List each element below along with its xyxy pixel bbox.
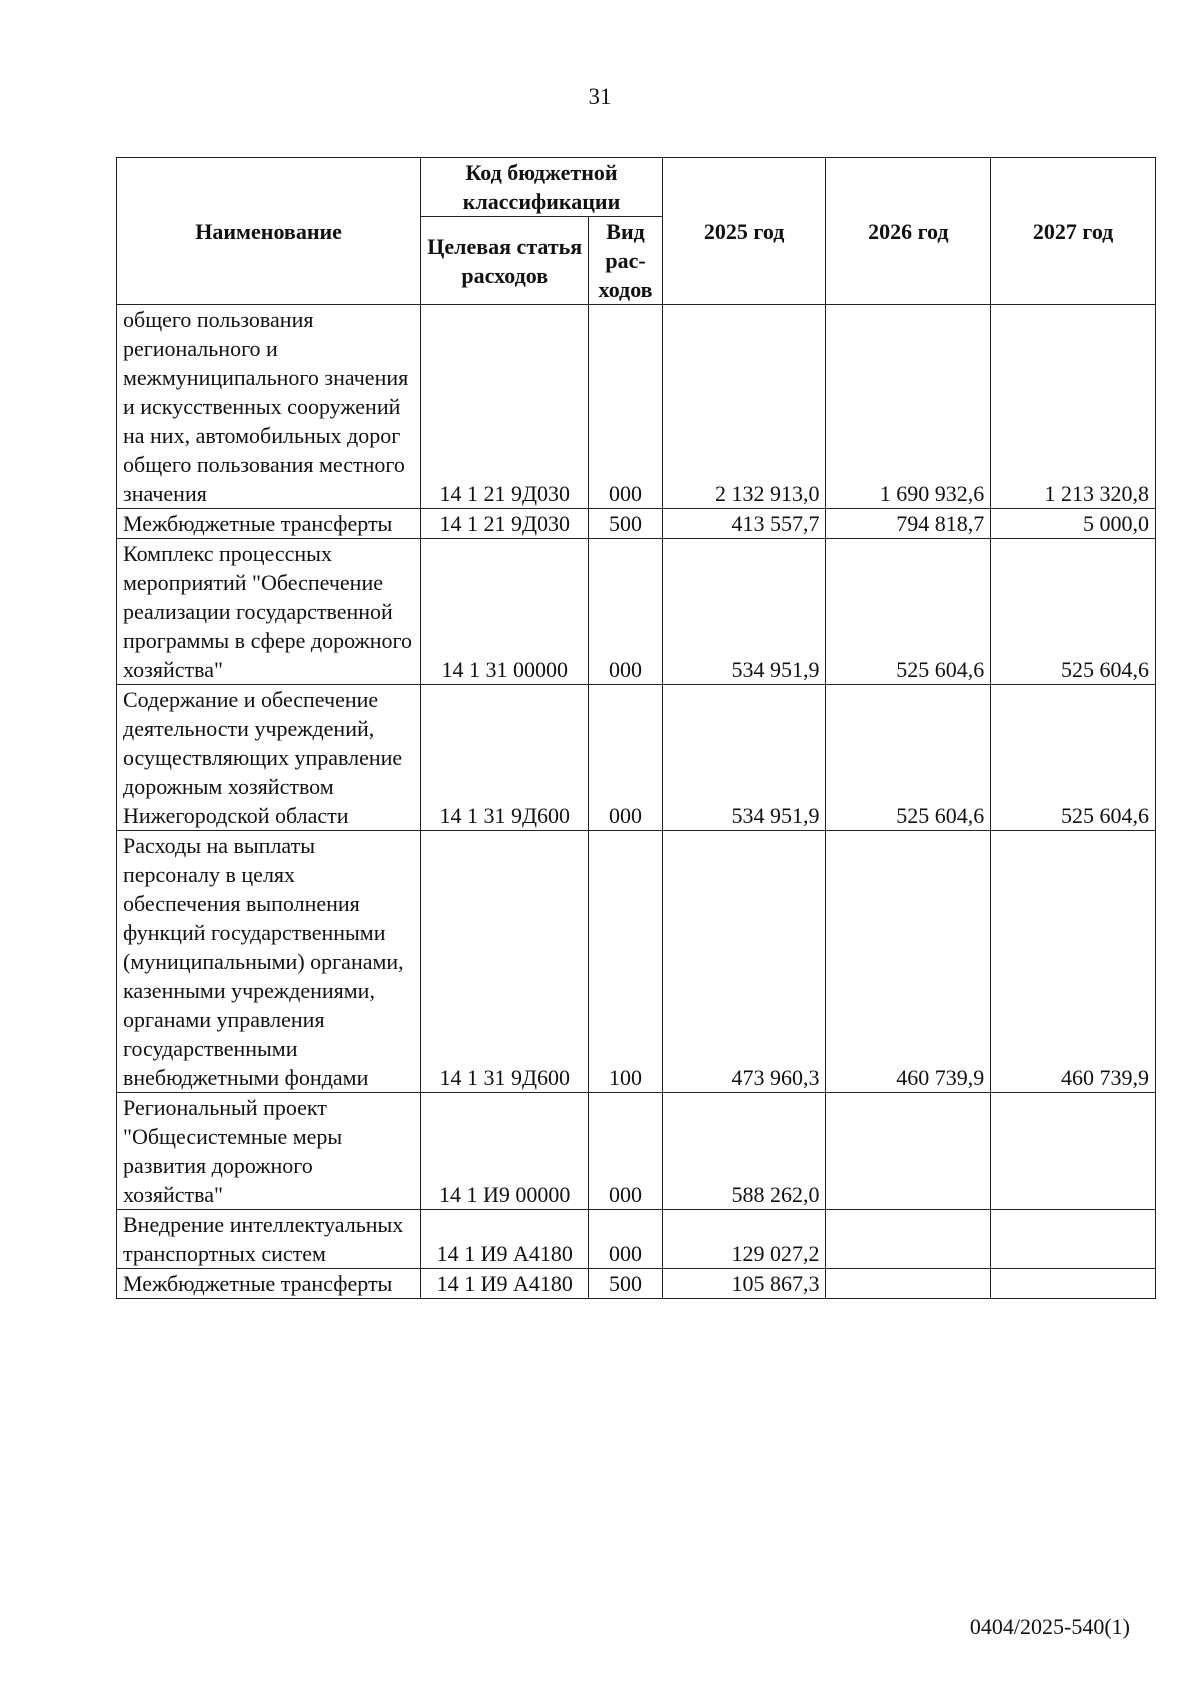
row-2026-cell: 525 604,6 — [826, 685, 991, 831]
row-type-cell: 000 — [589, 305, 663, 509]
row-2026-cell: 1 690 932,6 — [826, 305, 991, 509]
budget-table — [116, 157, 1156, 1299]
row-code-cell: 14 1 31 9Д600 — [421, 685, 589, 831]
row-2026-cell — [826, 1210, 991, 1269]
table-row — [117, 1210, 1156, 1269]
row-name-cell: общего пользования регионального и межмуниципального значения и искусственных сооружений на них, автомобильных дорог общего пользования местного значения — [117, 305, 421, 509]
row-name-cell: Региональный проект "Общесистемные меры развития дорожного хозяйства" — [117, 1093, 421, 1210]
header-name: Наименование — [117, 158, 421, 305]
table-row — [117, 1093, 1156, 1210]
document-code: 0404/2025-540(1) — [969, 1614, 1130, 1639]
row-type-cell: 000 — [589, 1093, 663, 1210]
table-header — [117, 158, 1156, 305]
row-2025-cell: 588 262,0 — [662, 1093, 826, 1210]
row-type-cell: 000 — [589, 685, 663, 831]
row-2027-cell — [991, 1093, 1156, 1210]
row-2026-cell — [826, 1269, 991, 1299]
row-2025-cell: 2 132 913,0 — [662, 305, 826, 509]
row-code-cell: 14 1 21 9Д030 — [421, 509, 589, 539]
row-name-cell: Межбюджетные трансферты — [117, 509, 421, 539]
row-2027-cell: 525 604,6 — [991, 685, 1156, 831]
row-2025-cell: 534 951,9 — [662, 539, 826, 685]
row-code-cell: 14 1 И9 А4180 — [421, 1210, 589, 1269]
row-code-cell: 14 1 И9 А4180 — [421, 1269, 589, 1299]
row-2027-cell — [991, 1210, 1156, 1269]
row-2026-cell: 794 818,7 — [826, 509, 991, 539]
row-2025-cell: 129 027,2 — [662, 1210, 826, 1269]
table-row — [117, 1269, 1156, 1299]
table-row — [117, 305, 1156, 509]
row-name-cell: Комплекс процессных мероприятий "Обеспечение реализации государственной программы в сфере дорожного хозяйства" — [117, 539, 421, 685]
row-2027-cell — [991, 1269, 1156, 1299]
row-type-cell: 500 — [589, 1269, 663, 1299]
header-2026: 2026 год — [826, 158, 991, 305]
header-code-group: Код бюджетной классификации — [421, 158, 663, 217]
table-body — [117, 305, 1156, 1299]
row-code-cell: 14 1 21 9Д030 — [421, 305, 589, 509]
row-code-cell: 14 1 31 00000 — [421, 539, 589, 685]
row-type-cell: 500 — [589, 509, 663, 539]
row-type-cell: 100 — [589, 831, 663, 1093]
page-number: 31 — [588, 84, 612, 109]
header-expense-type: Вид рас-ходов — [589, 217, 663, 305]
row-name-cell: Расходы на выплаты персоналу в целях обеспечения выполнения функций государственными (муниципальными) органами, казенными учреждениями, органами управления государственными внебюджетными фондами — [117, 831, 421, 1093]
table-row — [117, 539, 1156, 685]
row-type-cell: 000 — [589, 1210, 663, 1269]
table-row — [117, 831, 1156, 1093]
header-2027: 2027 год — [991, 158, 1156, 305]
table-row — [117, 509, 1156, 539]
row-name-cell: Содержание и обеспечение деятельности учреждений, осуществляющих управление дорожным хозяйством Нижегородской области — [117, 685, 421, 831]
row-2027-cell: 460 739,9 — [991, 831, 1156, 1093]
row-name-cell: Внедрение интеллектуальных транспортных систем — [117, 1210, 421, 1269]
row-2025-cell: 473 960,3 — [662, 831, 826, 1093]
row-2027-cell: 525 604,6 — [991, 539, 1156, 685]
header-2025: 2025 год — [662, 158, 826, 305]
row-2025-cell: 534 951,9 — [662, 685, 826, 831]
row-2025-cell: 105 867,3 — [662, 1269, 826, 1299]
row-2026-cell — [826, 1093, 991, 1210]
row-code-cell: 14 1 И9 00000 — [421, 1093, 589, 1210]
table-row — [117, 685, 1156, 831]
row-name-cell: Межбюджетные трансферты — [117, 1269, 421, 1299]
header-target-article: Целевая статья расходов — [421, 217, 589, 305]
row-2026-cell: 460 739,9 — [826, 831, 991, 1093]
row-2027-cell: 1 213 320,8 — [991, 305, 1156, 509]
row-2025-cell: 413 557,7 — [662, 509, 826, 539]
row-2027-cell: 5 000,0 — [991, 509, 1156, 539]
row-code-cell: 14 1 31 9Д600 — [421, 831, 589, 1093]
row-2026-cell: 525 604,6 — [826, 539, 991, 685]
row-type-cell: 000 — [589, 539, 663, 685]
